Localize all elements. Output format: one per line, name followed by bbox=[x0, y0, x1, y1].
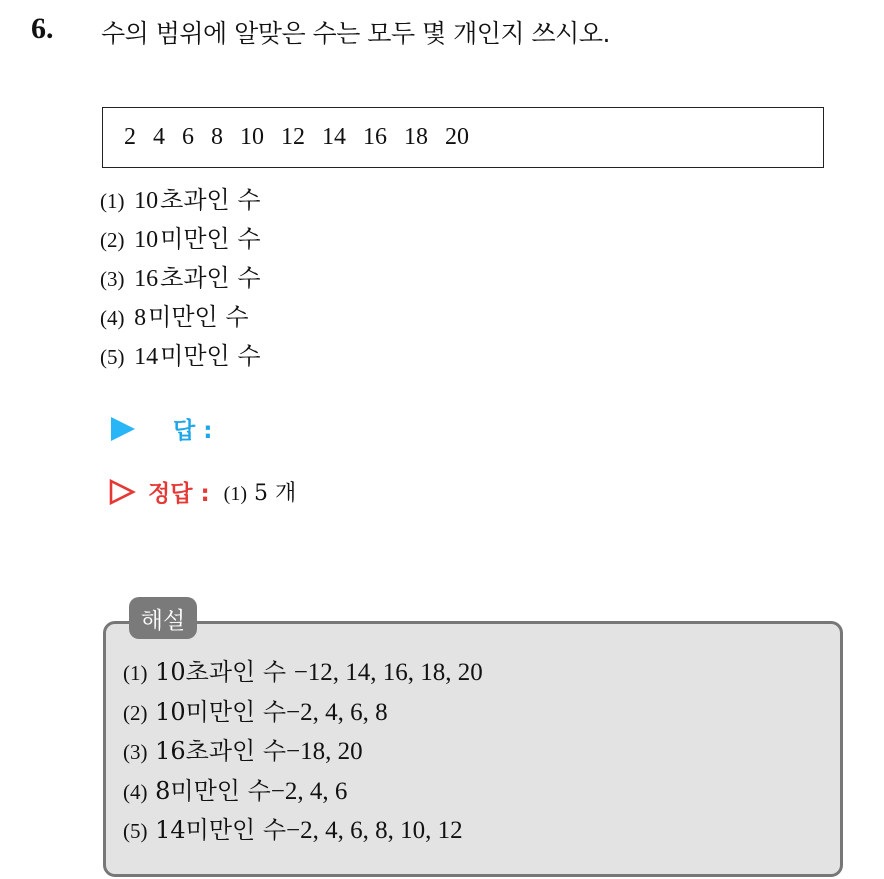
correct-answer-text bbox=[224, 476, 297, 507]
explanation-mark: (3) bbox=[123, 740, 148, 764]
explanation-values: −2, 4, 6, 8 bbox=[286, 698, 388, 726]
sub-question-number: 10 bbox=[134, 227, 159, 253]
sub-question-text: 미만인 수 bbox=[160, 225, 261, 253]
sub-question-text: 초과인 수 bbox=[160, 264, 261, 292]
explanation-text: 8미만인 수 bbox=[155, 776, 271, 805]
explanation-text: 14미만인 수 bbox=[155, 816, 287, 844]
explanation-values: −12, 14, 16, 18, 20 bbox=[293, 659, 483, 686]
number-item: 6 bbox=[182, 124, 194, 150]
question-number: 6. bbox=[31, 12, 54, 45]
sub-question-mark: (3) bbox=[100, 267, 125, 291]
explanation-mark: (5) bbox=[123, 819, 148, 843]
explanation-item bbox=[123, 693, 483, 733]
explanation-list bbox=[123, 653, 483, 851]
answer-row bbox=[111, 412, 212, 445]
explanation-mark: (2) bbox=[123, 700, 148, 725]
sub-question-mark: (1) bbox=[100, 189, 125, 213]
sub-question-mark: (4) bbox=[100, 306, 125, 330]
sub-question-text: 미만인 수 bbox=[148, 303, 249, 331]
outline-triangle-icon bbox=[108, 478, 136, 506]
number-item: 18 bbox=[404, 124, 428, 150]
sub-question-list bbox=[100, 181, 261, 376]
sub-question bbox=[100, 220, 261, 259]
number-item: 16 bbox=[363, 124, 387, 150]
explanation-text: 10초과인 수 bbox=[155, 658, 294, 686]
sub-question bbox=[100, 337, 261, 376]
explanation-values: −2, 4, 6 bbox=[270, 777, 348, 805]
sub-question-mark: (2) bbox=[100, 228, 125, 252]
sub-question-number: 8 bbox=[134, 305, 147, 331]
answer-label: 답 : bbox=[173, 418, 213, 444]
number-item: 14 bbox=[322, 124, 346, 150]
correct-answer-label: 정답 : bbox=[148, 481, 210, 507]
explanation-text: 10미만인 수 bbox=[155, 697, 287, 726]
explanation-item bbox=[123, 772, 483, 812]
correct-answer-mark: (1) bbox=[223, 483, 247, 505]
correct-answer-value: 5 개 bbox=[253, 481, 297, 506]
sub-question bbox=[100, 298, 261, 337]
number-set-box bbox=[102, 107, 824, 168]
sub-question bbox=[100, 259, 261, 298]
sub-question-text: 미만인 수 bbox=[160, 342, 261, 370]
sub-question-number: 16 bbox=[134, 266, 159, 292]
explanation-tab: 해설 bbox=[129, 597, 197, 639]
number-item: 4 bbox=[153, 124, 165, 150]
explanation-text: 16초과인 수 bbox=[155, 737, 287, 765]
explanation-mark: (1) bbox=[123, 661, 148, 685]
sub-question-text: 초과인 수 bbox=[160, 186, 261, 214]
play-triangle-icon bbox=[111, 417, 135, 441]
number-item: 2 bbox=[124, 124, 136, 150]
explanation-values: −18, 20 bbox=[286, 738, 363, 765]
explanation-values: −2, 4, 6, 8, 10, 12 bbox=[286, 817, 463, 844]
explanation-item bbox=[123, 732, 483, 772]
number-item: 8 bbox=[211, 124, 223, 150]
explanation-mark: (4) bbox=[123, 779, 148, 804]
number-item: 20 bbox=[445, 124, 469, 150]
sub-question bbox=[100, 181, 261, 220]
explanation-item bbox=[123, 653, 483, 693]
correct-answer-row bbox=[108, 475, 296, 508]
question-text: 수의 범위에 알맞은 수는 모두 몇 개인지 쓰시오. bbox=[101, 19, 610, 48]
number-item: 12 bbox=[281, 124, 305, 150]
explanation-item bbox=[123, 811, 483, 851]
sub-question-number: 10 bbox=[134, 188, 159, 214]
number-item: 10 bbox=[240, 124, 264, 150]
sub-question-mark: (5) bbox=[100, 345, 125, 369]
sub-question-number: 14 bbox=[134, 344, 159, 370]
